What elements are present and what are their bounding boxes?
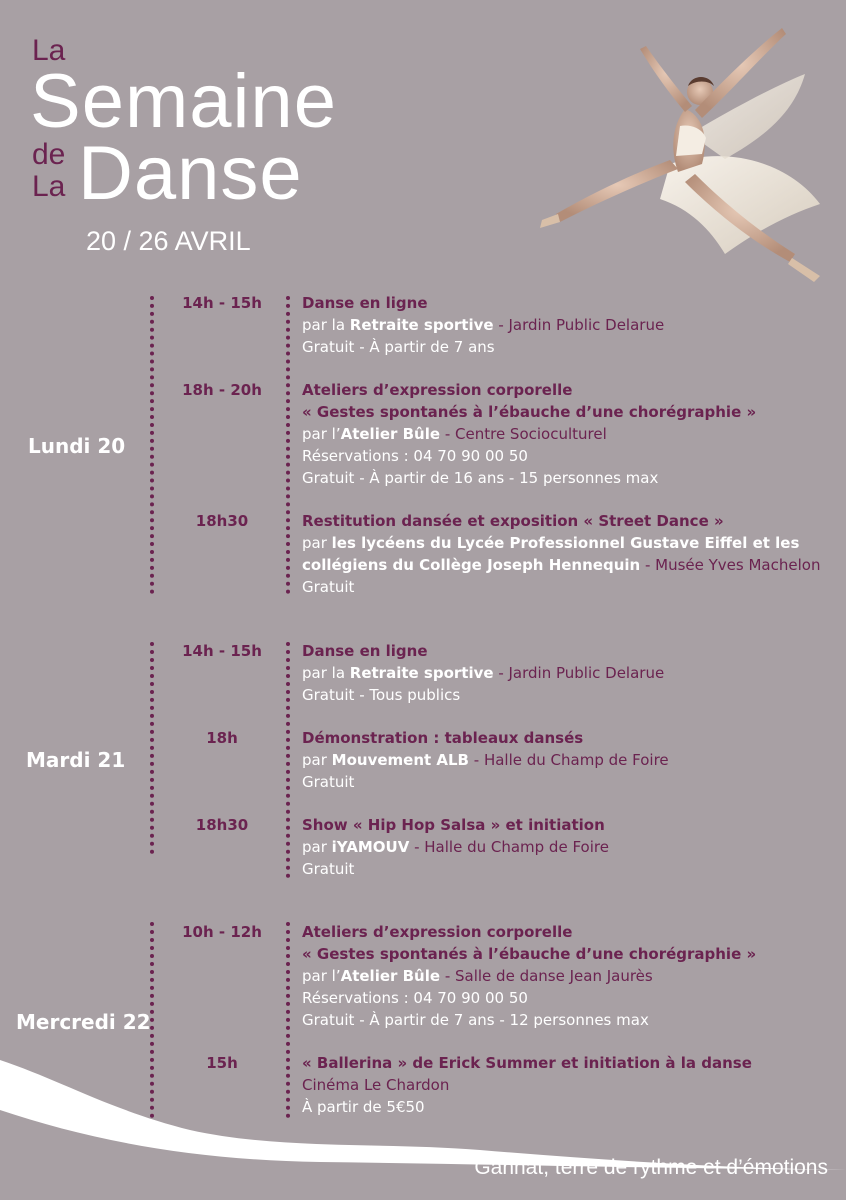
event-details: Gratuit (302, 860, 355, 878)
event-details: Gratuit - À partir de 7 ans - 12 personnes max (302, 1011, 649, 1029)
event-organizer-line2: collégiens du Collège Joseph Hennequin (302, 556, 641, 574)
event-by: par la (302, 316, 350, 334)
event-organizer: Retraite sportive (349, 316, 494, 334)
footer-tagline: Gannat, terre de rythme et d’émotions (474, 1156, 828, 1179)
event-title: Danse en ligne (302, 642, 428, 660)
event-title: « Ballerina » de Erick Summer et initiation à la danse (302, 1054, 752, 1072)
event-monday-1 (302, 292, 842, 358)
event-by: par l’ (302, 425, 341, 443)
day-label-wednesday: Mercredi 22 (16, 1010, 151, 1034)
event-organizer: Retraite sportive (349, 664, 494, 682)
event-organizer: les lycéens du Lycée Professionnel Gustave Eiffel et les (331, 534, 800, 552)
event-organizer: Mouvement ALB (331, 751, 469, 769)
event-venue: - Centre Socioculturel (440, 425, 607, 443)
title-danse: Danse (78, 131, 303, 216)
event-subtitle: « Gestes spontanés à l’ébauche d’une chorégraphie » (302, 403, 757, 421)
event-time: 18h (206, 729, 238, 747)
day-label-monday: Lundi 20 (28, 434, 126, 458)
event-venue: - Halle du Champ de Foire (469, 751, 669, 769)
day-label-tuesday: Mardi 21 (26, 748, 126, 772)
event-organizer: Atelier Bûle (340, 967, 441, 985)
event-venue: - Salle de danse Jean Jaurès (440, 967, 653, 985)
event-tuesday-2 (302, 727, 842, 793)
event-by: par (302, 838, 332, 856)
event-details: Gratuit (302, 578, 355, 596)
dancer-illustration-icon (520, 14, 840, 294)
event-title: Ateliers d’expression corporelle (302, 923, 573, 941)
event-tuesday-3 (302, 814, 842, 880)
event-by: par l’ (302, 967, 341, 985)
title-de: de (32, 138, 66, 171)
event-monday-2 (302, 379, 842, 489)
event-venue: - Jardin Public Delarue (493, 316, 665, 334)
event-dates: 20 / 26 AVRIL (86, 226, 251, 256)
title-la: La (32, 34, 66, 67)
timeline-divider (286, 296, 290, 594)
event-reservation: Réservations : 04 70 90 00 50 (302, 447, 528, 465)
event-by: par la (302, 664, 350, 682)
event-time: 18h30 (195, 512, 249, 530)
event-wednesday-2 (302, 1052, 842, 1118)
event-details: Gratuit - À partir de 7 ans (302, 338, 495, 356)
timeline-divider (286, 642, 290, 878)
timeline-divider (150, 296, 154, 594)
event-time: 15h (206, 1054, 238, 1072)
event-venue: Cinéma Le Chardon (302, 1076, 450, 1094)
event-organizer: Atelier Bûle (340, 425, 441, 443)
event-monday-3 (302, 510, 842, 598)
title-semaine: Semaine (30, 59, 337, 144)
event-venue: - Musée Yves Machelon (640, 556, 821, 574)
event-venue: - Jardin Public Delarue (493, 664, 665, 682)
event-details: Gratuit - À partir de 16 ans - 15 personnes max (302, 469, 659, 487)
event-details: Gratuit - Tous publics (302, 686, 461, 704)
event-by: par (302, 751, 332, 769)
event-time: 18h - 20h (182, 381, 262, 399)
event-reservation: Réservations : 04 70 90 00 50 (302, 989, 528, 1007)
event-details: Gratuit (302, 773, 355, 791)
event-title: Démonstration : tableaux dansés (302, 729, 584, 747)
event-title: Restitution dansée et exposition « Street Dance » (302, 512, 724, 530)
event-title: Show « Hip Hop Salsa » et initiation (302, 816, 605, 834)
event-wednesday-1 (302, 921, 842, 1031)
event-time: 18h30 (195, 816, 249, 834)
event-time: 14h - 15h (182, 294, 262, 312)
event-time: 10h - 12h (182, 923, 262, 941)
event-organizer: iYAMOUV (331, 838, 410, 856)
event-title: Ateliers d’expression corporelle (302, 381, 573, 399)
event-details: À partir de 5€50 (302, 1098, 425, 1116)
timeline-divider (150, 642, 154, 854)
event-by: par (302, 534, 332, 552)
event-title: Danse en ligne (302, 294, 428, 312)
event-venue: - Halle du Champ de Foire (409, 838, 609, 856)
event-subtitle: « Gestes spontanés à l’ébauche d’une chorégraphie » (302, 945, 757, 963)
event-time: 14h - 15h (182, 642, 262, 660)
event-tuesday-1 (302, 640, 842, 706)
title-la-2: La (32, 170, 66, 203)
